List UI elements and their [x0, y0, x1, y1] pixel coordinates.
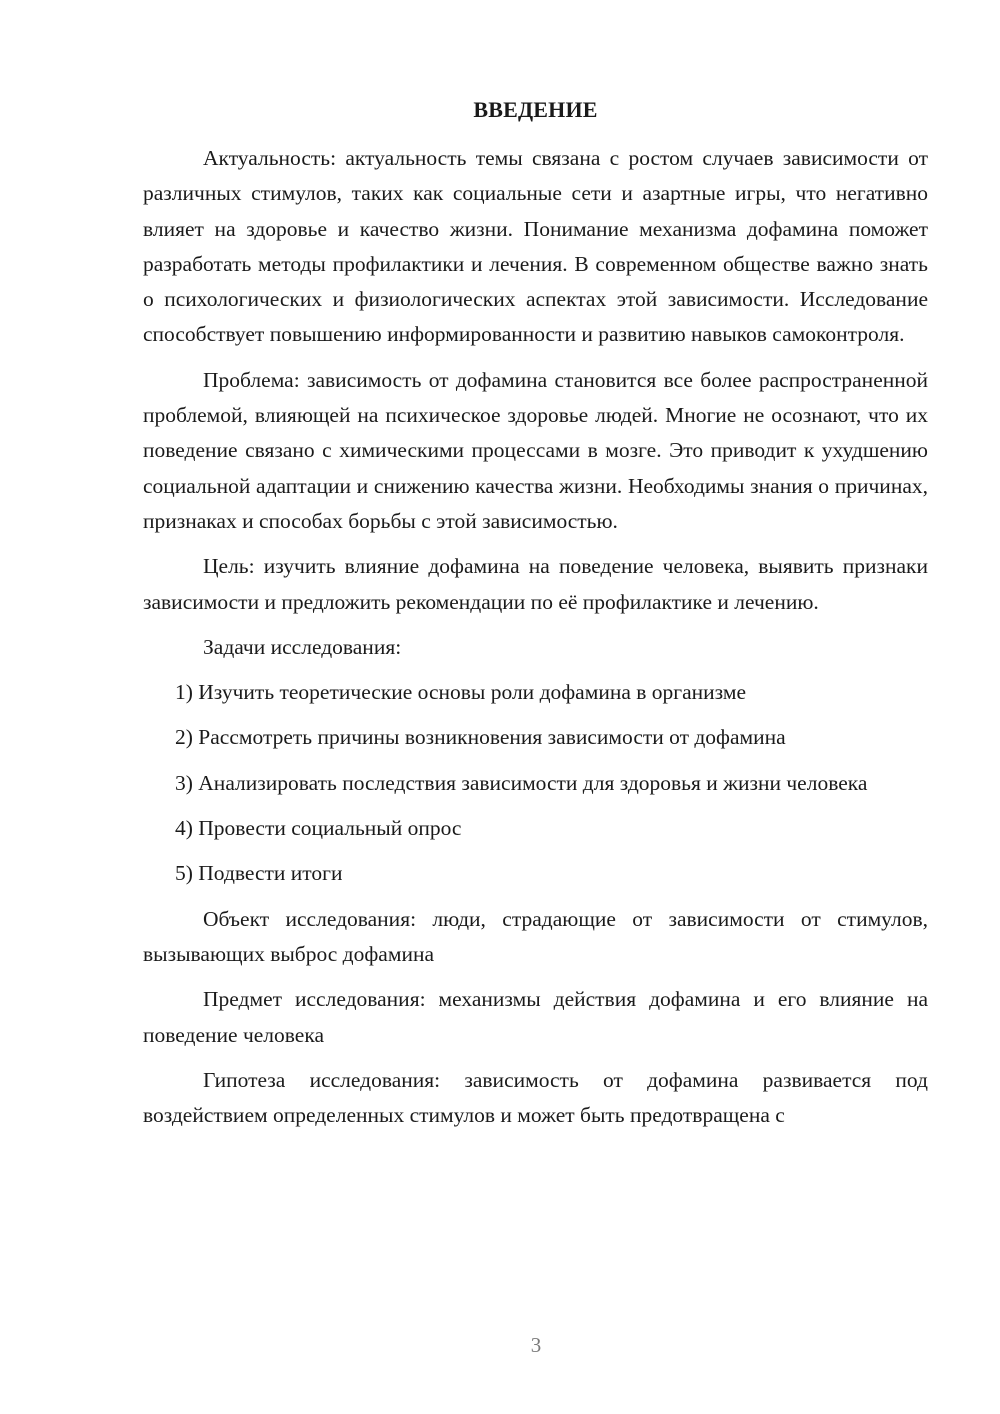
paragraph-subject: Предмет исследования: механизмы действия дофамина и его влияние на поведение человека: [143, 987, 928, 1047]
document-body: [143, 92, 928, 1143]
task-item-1: 1) Изучить теоретические основы роли дофамина в организме: [175, 680, 746, 705]
paragraph-actuality: Актуальность: актуальность темы связана с ростом случаев зависимости от различных стимулов, таких как социальные сети и азартные игры, что негативно влияет на здоровье и качество жизни. Понимание механизма дофамина поможет разработать методы профилактики и лечения. В современном обществе важно знать о психологических и физиологических аспектах этой зависимости. Исследование способствует повышению информированности и развитию навыков самоконтроля.: [143, 146, 928, 347]
paragraph-object: Объект исследования: люди, страдающие от зависимости от стимулов, вызывающих выброс дофамина: [143, 906, 928, 966]
task-item-3: 3) Анализировать последствия зависимости для здоровья и жизни человека: [175, 770, 868, 795]
paragraph-goal: Цель: изучить влияние дофамина на поведение человека, выявить признаки зависимости и предложить рекомендации по её профилактике и лечению.: [143, 554, 928, 614]
task-item-5: 5) Подвести итоги: [175, 861, 343, 886]
paragraph-problem: Проблема: зависимость от дофамина становится все более распространенной проблемой, влияющей на психическое здоровье людей. Многие не осознают, что их поведение связано с химическими процессами в мозге. Это приводит к ухудшению социальной адаптации и снижению качества жизни. Необходимы знания о причинах, признаках и способах борьбы с этой зависимостью.: [143, 367, 928, 533]
paragraph-hypothesis: Гипотеза исследования: зависимость от дофамина развивается под воздействием определенных стимулов и может быть предотвращена с: [143, 1067, 928, 1128]
task-item-4: 4) Провести социальный опрос: [175, 816, 462, 841]
section-heading: ВВЕДЕНИЕ: [473, 97, 598, 122]
task-item-2: 2) Рассмотреть причины возникновения зависимости от дофамина: [175, 725, 786, 750]
page-number: 3: [530, 1333, 542, 1357]
paragraph-tasks-intro: Задачи исследования:: [203, 634, 402, 659]
